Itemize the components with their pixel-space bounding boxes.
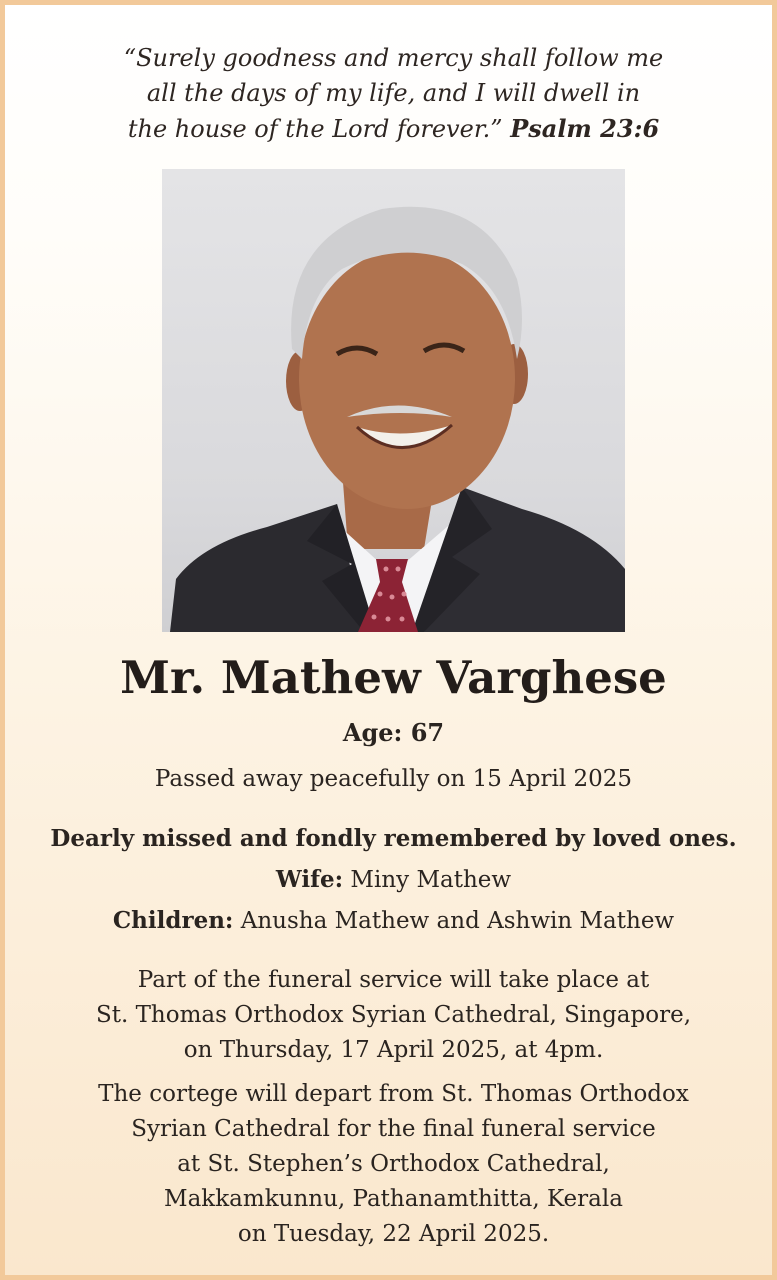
quote-line: all the days of my life, and I will dwell in (146, 79, 641, 107)
cortege-paragraph (5, 1077, 777, 1252)
portrait-photo (162, 169, 625, 632)
quote-reference: Psalm 23:6 (510, 114, 660, 143)
cortege-line: Syrian Cathedral for the final funeral service (131, 1116, 656, 1142)
wife-name: Miny Mathew (350, 867, 512, 893)
bible-quote (5, 41, 777, 147)
deceased-age: Age: 67 (342, 718, 445, 747)
children-line (5, 904, 777, 938)
cortege-line: Makkamkunnu, Pathanamthitta, Kerala (164, 1186, 623, 1212)
wife-line (5, 863, 777, 897)
service-line: St. Thomas Orthodox Syrian Cathedral, Singapore, (95, 1002, 692, 1028)
remembered-text: Dearly missed and fondly remembered by loved ones. (50, 825, 737, 852)
service-line: Part of the funeral service will take place at (137, 967, 650, 993)
cortege-line: The cortege will depart from St. Thomas Orthodox (98, 1081, 689, 1107)
quote-line-text: the house of the Lord forever.” (127, 115, 503, 143)
quote-line: “Surely goodness and mercy shall follow me (123, 44, 664, 72)
service-paragraph (5, 963, 777, 1068)
children-names: Anusha Mathew and Ashwin Mathew (240, 908, 675, 934)
deceased-name: Mr. Mathew Varghese (120, 651, 667, 704)
cortege-line: on Tuesday, 22 April 2025. (237, 1221, 550, 1247)
quote-line (5, 111, 777, 147)
children-label: Children: (112, 907, 234, 934)
wife-label: Wife: (275, 866, 344, 893)
cortege-line: at St. Stephen’s Orthodox Cathedral, (177, 1151, 610, 1177)
service-line: on Thursday, 17 April 2025, at 4pm. (183, 1037, 604, 1063)
passed-away-text: Passed away peacefully on 15 April 2025 (154, 766, 633, 792)
